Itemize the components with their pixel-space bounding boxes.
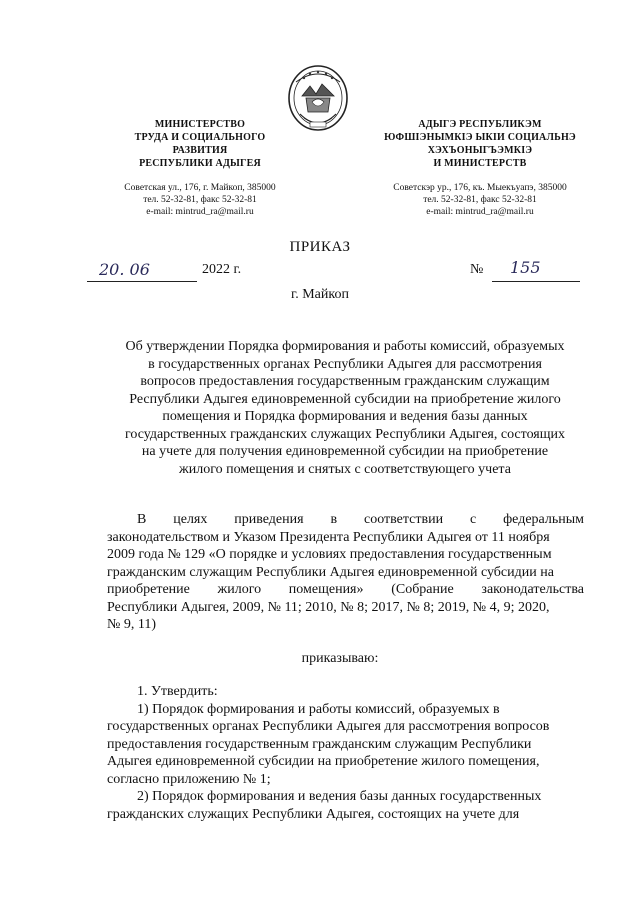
preamble-line: [107, 511, 584, 529]
word: приведения: [234, 512, 304, 527]
word: с: [469, 512, 477, 527]
ministry-name-line: ЮФШІЭНЫМКІЭ ЫКІИ СОЦИАЛЬНЭ: [384, 132, 576, 143]
handwritten-date: 20. 06: [99, 260, 150, 279]
title-line: жилого помещения и снятых с соответствующего учета: [179, 461, 511, 477]
preamble-line: № 9, 11): [107, 617, 156, 632]
ministry-contacts-ru: [110, 182, 290, 218]
order-items: [107, 683, 584, 823]
order-title: ПРИКАЗ: [289, 239, 351, 255]
ministry-name-line: АДЫГЭ РЕСПУБЛИКЭМ: [418, 119, 542, 130]
ministry-name-ru: [110, 118, 290, 170]
ministry-name-line: РАЗВИТИЯ: [172, 145, 228, 156]
word: (Собрание: [391, 582, 454, 597]
address-line: Советскэр ур., 176, къ. Мыекъуапэ, 385000: [393, 183, 567, 193]
title-line: государственных гражданских служащих Республики Адыгея, состоящих: [124, 426, 566, 442]
word: жилого: [217, 582, 262, 597]
word: законодательства: [481, 582, 584, 597]
ministry-name-line: РЕСПУБЛИКИ АДЫГЕЯ: [139, 158, 261, 169]
command-word: приказываю:: [301, 651, 379, 666]
order-year: 2022 г.: [202, 262, 242, 277]
title-line: Об утверждении Порядка формирования и работы комиссий, образуемых: [125, 339, 565, 354]
ministry-name-line: ХЭХЪОНЫГЪЭМКІЭ: [427, 145, 533, 156]
word: приобретение: [107, 582, 190, 597]
preamble-line: 2009 года № 129 «О порядке и условиях предоставления государственным: [107, 547, 552, 562]
item-line: гражданских служащих Республики Адыгея, состоящих на учете для: [107, 806, 520, 822]
ministry-name-line: И МИНИСТЕРСТВ: [433, 158, 527, 169]
word: федеральным: [503, 512, 584, 527]
ministry-name-ady: [368, 118, 592, 170]
order-date: [87, 262, 277, 284]
word: помещения»: [288, 582, 364, 597]
email-line: e-mail: mintrud_ra@mail.ru: [426, 207, 534, 217]
address-line: Советская ул., 176, г. Майкоп, 385000: [124, 183, 276, 193]
handwritten-number: 155: [510, 258, 541, 277]
phone-line: тел. 52-32-81, факс 52-32-81: [143, 195, 257, 205]
order-number: [470, 258, 590, 284]
preamble-line: гражданским служащим Республики Адыгея единовременной субсидии на: [107, 564, 554, 580]
title-line: на учете для получения единовременной субсидии на приобретение: [141, 444, 549, 459]
preamble-line: законодательством и Указом Президента Республики Адыгея от 11 ноября: [107, 529, 550, 545]
item-line: 1) Порядок формирования и работы комиссий, образуемых в: [137, 701, 500, 717]
item-line: 2) Порядок формирования и ведения базы данных государственных: [137, 789, 542, 804]
item-line: государственных органах Республики Адыгея для рассмотрения вопросов: [107, 719, 550, 734]
ministry-name-line: МИНИСТЕРСТВО: [154, 119, 246, 130]
ministry-name-line: ТРУДА И СОЦИАЛЬНОГО: [134, 132, 266, 143]
preamble-line: Республики Адыгея, 2009, № 11; 2010, № 8; 2017, № 8; 2019, № 4, 9; 2020,: [107, 599, 550, 615]
number-underline: [492, 281, 580, 282]
word: соответствии: [363, 512, 444, 527]
document-title: [100, 338, 590, 478]
title-line: Республики Адыгея единовременной субсидии на приобретение жилого: [129, 391, 561, 407]
preamble-paragraph: [107, 511, 584, 634]
order-city: г. Майкоп: [291, 287, 349, 302]
title-line: помещения и Порядка формирования и ведения базы данных: [162, 409, 528, 424]
coat-of-arms-icon: [286, 62, 350, 140]
word: целях: [173, 512, 208, 527]
word: в: [330, 512, 338, 527]
item-line: Адыгея единовременной субсидии на приобретение жилого помещения,: [107, 754, 540, 769]
item-line: предоставления государственным гражданским служащим Республики: [107, 736, 532, 752]
date-underline: [87, 281, 197, 282]
email-line: e-mail: mintrud_ra@mail.ru: [146, 207, 254, 217]
word: В: [137, 512, 147, 527]
number-sign: №: [470, 262, 484, 277]
ministry-contacts-ady: [368, 182, 592, 218]
phone-line: тел. 52-32-81, факс 52-32-81: [423, 195, 537, 205]
title-line: вопросов предоставления государственным гражданским служащим: [140, 374, 550, 389]
item-line: согласно приложению № 1;: [107, 771, 271, 787]
item-approve: 1. Утвердить:: [137, 684, 218, 699]
preamble-line: [107, 581, 584, 599]
title-line: в государственных органах Республики Адыгея для рассмотрения: [148, 356, 542, 372]
